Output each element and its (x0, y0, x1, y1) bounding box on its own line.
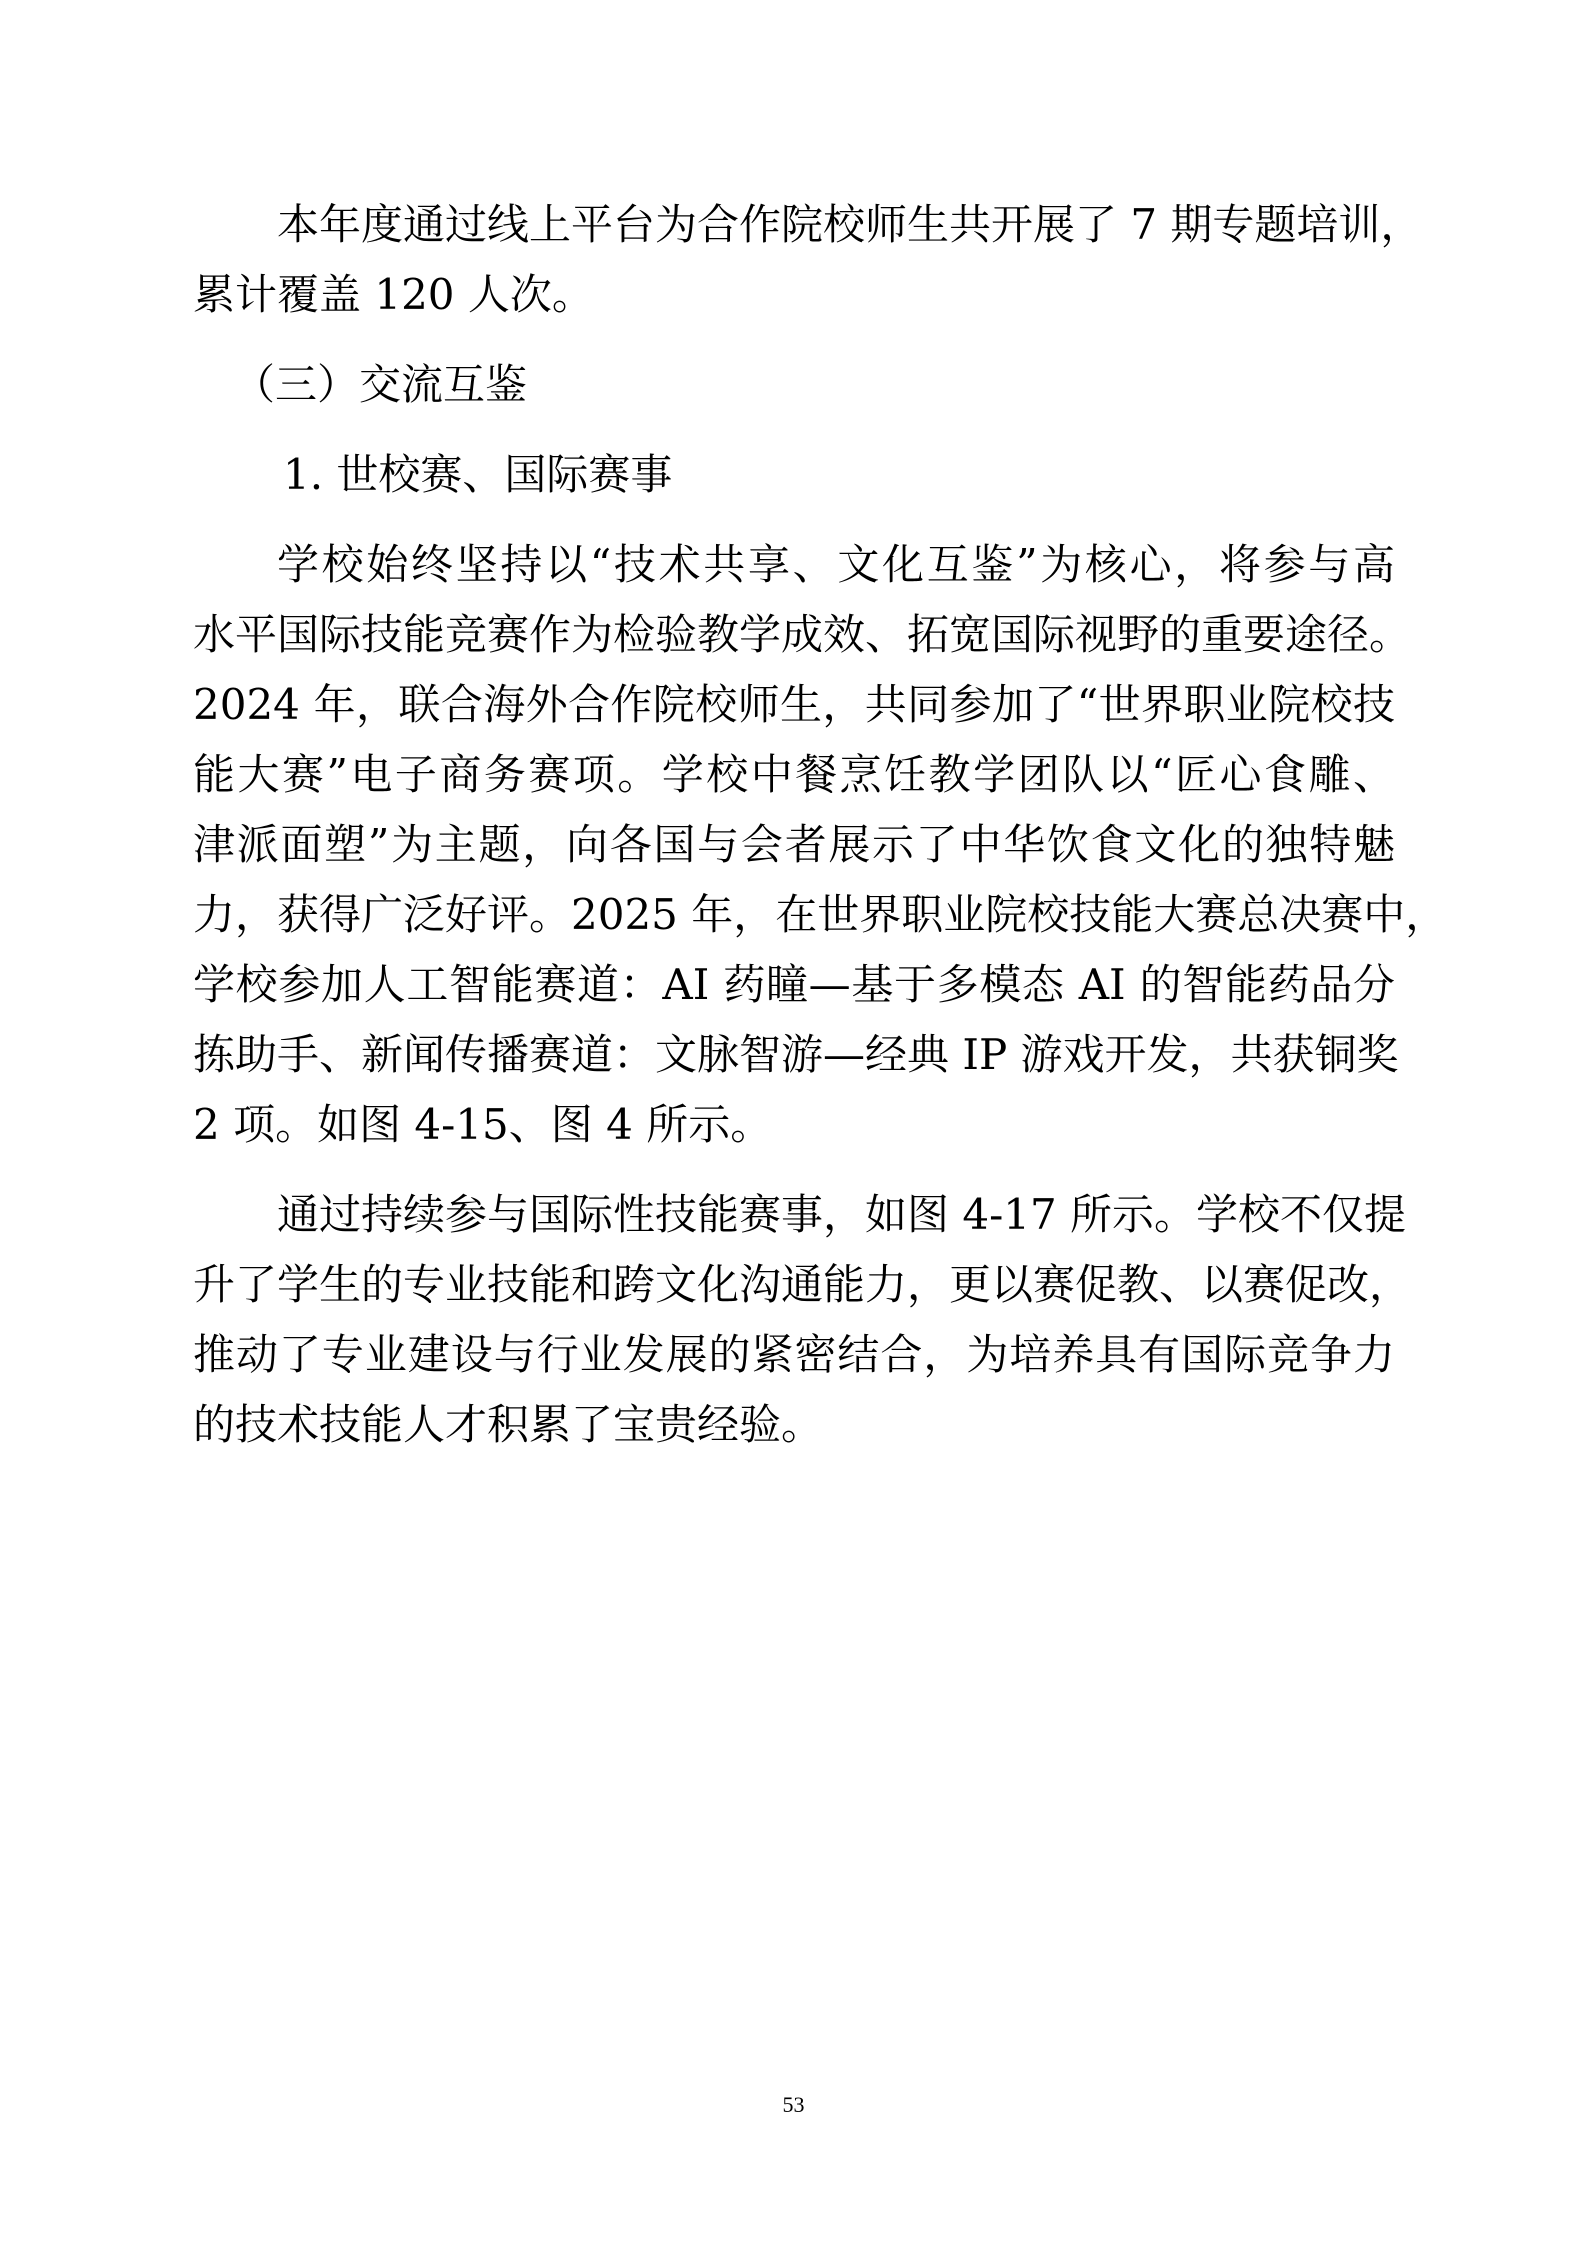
paragraph-line: 学校始终坚持以“技术共享、文化互鉴”为核心，将参与高 (277, 540, 1395, 589)
paragraph-line: 能大赛”电子商务赛项。学校中餐烹饪教学团队以“匠心食雕、 (193, 750, 1395, 799)
page-number: 53 (782, 2092, 805, 2117)
paragraph-line: 通过持续参与国际性技能赛事，如图 4-17 所示。学校不仅提 (277, 1190, 1407, 1239)
paragraph-line: 水平国际技能竞赛作为检验教学成效、拓宽国际视野的重要途径。 (193, 610, 1412, 659)
paragraph-line: 2024 年，联合海外合作院校师生，共同参加了“世界职业院校技 (193, 680, 1395, 729)
paragraph-line: 学校参加人工智能赛道：AI 药瞳—基于多模态 AI 的智能药品分 (193, 960, 1395, 1009)
paragraph-line: 的技术技能人才积累了宝贵经验。 (193, 1400, 824, 1449)
subsection-heading: 1. 世校赛、国际赛事 (283, 450, 673, 499)
section-heading: （三）交流互鉴 (233, 360, 528, 409)
paragraph-line: 本年度通过线上平台为合作院校师生共开展了 7 期专题培训， (277, 200, 1423, 249)
paragraph-line: 累计覆盖 120 人次。 (193, 270, 594, 319)
paragraph-line: 2 项。如图 4-15、图 4 所示。 (193, 1100, 773, 1149)
paragraph-line: 津派面塑”为主题，向各国与会者展示了中华饮食文化的独特魅 (193, 820, 1395, 869)
paragraph-line: 拣助手、新闻传播赛道：文脉智游—经典 IP 游戏开发，共获铜奖 (193, 1030, 1399, 1079)
paragraph-line: 升了学生的专业技能和跨文化沟通能力，更以赛促教、以赛促改， (193, 1260, 1412, 1309)
paragraph-line: 推动了专业建设与行业发展的紧密结合，为培养具有国际竞争力 (193, 1330, 1395, 1379)
paragraph-line: 力，获得广泛好评。2025 年，在世界职业院校技能大赛总决赛中， (193, 890, 1448, 939)
